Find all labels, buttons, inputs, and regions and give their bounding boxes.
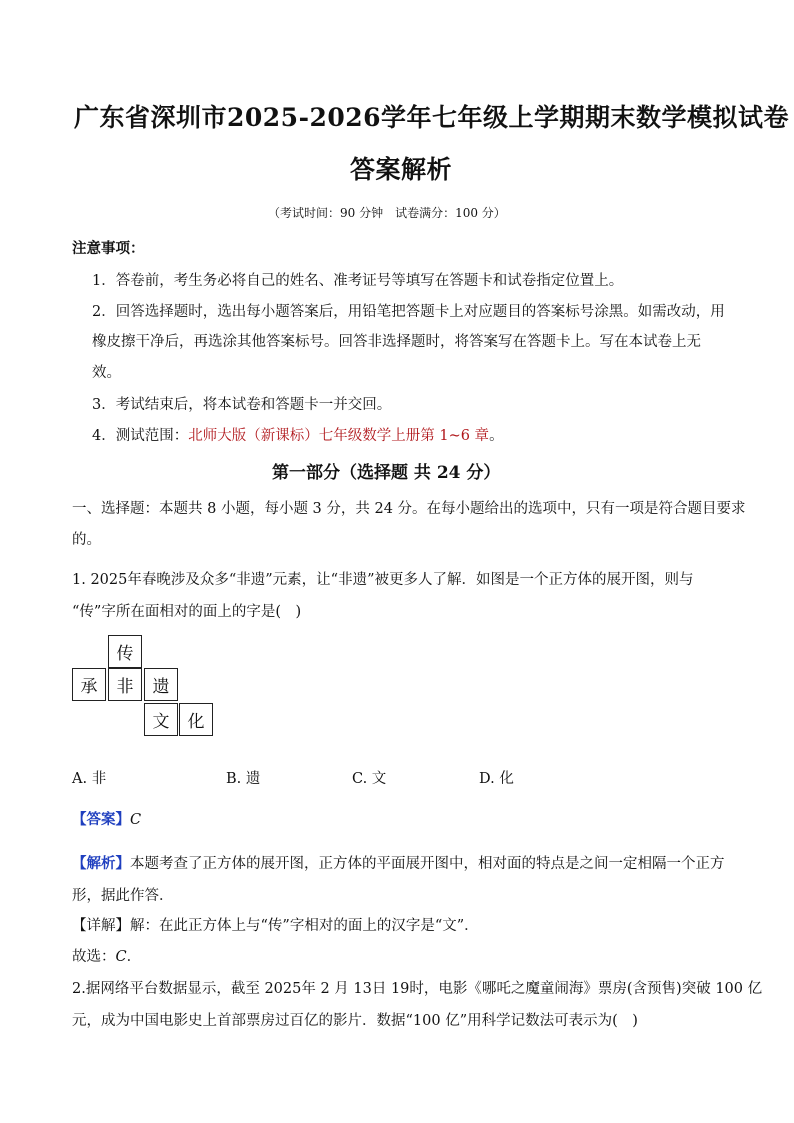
q1-stem-line1: 1. 2025年春晚涉及众多“非遗”元素，让“非遗”被更多人了解．如图是一个正方体的展开图，则与 (72, 572, 694, 588)
choose-value: C (115, 949, 127, 965)
analysis-label: 【解析】 (72, 855, 130, 872)
notice-item-4-suffix: 。 (489, 428, 504, 444)
net-cell-hua: 化 (179, 703, 213, 736)
notice-item-4 (92, 424, 504, 445)
q2-stem-line2: 元，成为中国电影史上首部票房过百亿的影片．数据“100 亿”用科学记数法可表示为( ) (72, 1013, 638, 1029)
q1-option-c: C. 文 (352, 771, 387, 787)
q1-option-b: B. 遗 (226, 771, 261, 787)
q1-analysis-line1 (72, 852, 725, 873)
notice-item-2-line2: 橡皮擦干净后，再选涂其他答案标号。回答非选择题时，将答案写在答题卡上。写在本试卷上无 (92, 334, 701, 350)
net-cell-yi: 遗 (144, 668, 178, 701)
q2-stem-line1: 2.据网络平台数据显示，截至 2025年 2 月 13日 19时，电影《哪吒之魔童闹海》票房(含预售)突破 100 亿 (72, 981, 763, 997)
choose-prefix: 故选： (72, 949, 116, 965)
notice-item-2-line3: 效。 (92, 365, 121, 381)
q1-analysis-line2: 形，据此作答． (72, 888, 174, 904)
net-cell-fei: 非 (108, 668, 142, 701)
analysis-text: 本题考查了正方体的展开图，正方体的平面展开图中，相对面的特点是之间一定相隔一个正方 (130, 856, 725, 872)
notice-item-4-prefix: 4．测试范围： (92, 428, 189, 444)
q1-detail: 【详解】解：在此正方体上与“传”字相对的面上的汉字是“文”． (72, 918, 479, 934)
section-intro-line2: 的。 (72, 532, 101, 548)
notice-item-3: 3．考试结束后，将本试卷和答题卡一并交回。 (92, 397, 392, 413)
q1-answer (72, 808, 141, 829)
q1-choose (72, 945, 141, 966)
notice-item-1: 1．答卷前，考生务必将自己的姓名、准考证号等填写在答题卡和试卷指定位置上。 (92, 273, 624, 289)
net-cell-cheng: 承 (72, 668, 106, 701)
notice-item-2-line1: 2．回答选择题时，选出每小题答案后，用铅笔把答题卡上对应题目的答案标号涂黑。如需改动，用 (92, 304, 725, 320)
exam-info: （考试时间：90 分钟 试卷满分：100 分） (268, 206, 506, 220)
answer-label: 【答案】 (72, 811, 130, 828)
choose-suffix: ． (126, 949, 142, 965)
section-intro-line1: 一、选择题：本题共 8 小题，每小题 3 分，共 24 分。在每小题给出的选项中，只有一项是符合题目要求 (72, 501, 746, 517)
net-cell-chuan: 传 (108, 635, 142, 668)
section-title: 第一部分（选择题 共 24 分） (272, 463, 501, 483)
document-title-line1: 广东省深圳市2025-2026学年七年级上学期期末数学模拟试卷 (74, 103, 790, 132)
q1-option-d: D. 化 (479, 771, 514, 787)
test-range: 北师大版（新课标）七年级数学上册第 1~6 章 (188, 428, 490, 444)
notice-heading: 注意事项： (72, 240, 145, 257)
document-title-line2: 答案解析 (350, 155, 453, 184)
net-cell-wen: 文 (144, 703, 178, 736)
q1-option-a: A. 非 (72, 771, 107, 787)
answer-value: C (130, 812, 142, 828)
q1-stem-line2: “传”字所在面相对的面上的字是( ) (72, 604, 302, 620)
